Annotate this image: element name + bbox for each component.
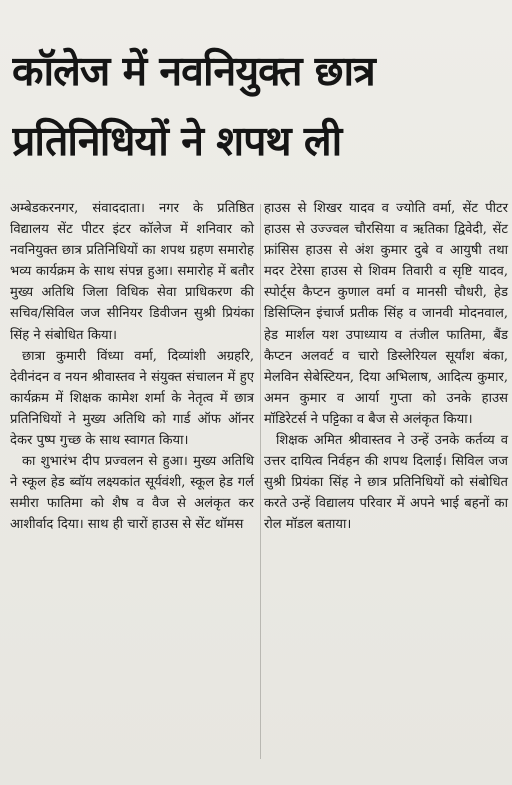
- article-body: [10, 198, 508, 773]
- paragraph: छात्रा कुमारी विंध्या वर्मा, दिव्यांशी अग्रहरि, देवीनंदन व नयन श्रीवास्तव ने संयुक्त संचालन में हुए कार्यक्रम में शिक्षक कामेश शर्मा के नेतृत्व में छात्र प्रतिनिधियों ने मुख्य अतिथि को गार्ड ऑफ ऑनर देकर पुष्प गुच्छ के साथ स्वागत किया।: [10, 348, 254, 449]
- left-column: [10, 198, 254, 536]
- column-divider: [260, 204, 261, 759]
- paragraph: शिक्षक अमित श्रीवास्तव ने उन्हें उनके कर्तव्य व उत्तर दायित्व निर्वहन की शपथ दिलाई। सिविल जज सुश्री प्रियंका सिंह ने छात्र प्रतिनिधियों को संबोधित करते उन्हें विद्यालय परिवार में अपने भाई बहनों का रोल मॉडल बताया।: [264, 433, 508, 533]
- paragraph: हाउस से शिखर यादव व ज्योति वर्मा, सेंट पीटर हाउस से उज्ज्वल चौरसिया व ऋतिका द्विवेदी, सेंट फ्रांसिस हाउस से अंश कुमार दुबे व आयुषी तथा मदर टेरेसा हाउस से शिवम तिवारी व सृष्टि यादव, स्पोर्ट्स कैप्टन कुणाल वर्मा व मानसी चौधरी, हेड डिसिप्लिन इंचार्ज प्रतीक सिंह व जानवी मोदनवाल, हेड मार्शल यश उपाध्याय व तंजील फातिमा, बैंड कैप्टन अलवर्ट व चारो डिस्लेरियल सूर्यांश बंका, मेलविन सेबेस्टियन, दिया अभिलाष, आदित्य कुमार, अमन कुमार व आर्या गुप्ता को उनके हाउस मॉडिरेटर्स ने पट्टिका व बैज से अलंकृत किया।: [264, 201, 508, 427]
- headline-line-2: प्रतिनिधियों ने शपथ ली: [12, 117, 342, 165]
- paragraph: अम्बेडकरनगर, संवाददाता। नगर के प्रतिष्ठित विद्यालय सेंट पीटर इंटर कॉलेज में शनिवार को नवनियुक्त छात्र प्रतिनिधियों का शपथ ग्रहण समारोह भव्य कार्यक्रम के साथ संपन्न हुआ। समारोह में बतौर मुख्य अतिथि जिला विधिक सेवा प्राधिकरण की सचिव/सिविल जज सीनियर डिवीजन सुश्री प्रियंका सिंह ने संबोधित किया।: [10, 201, 254, 343]
- right-column: [264, 198, 508, 536]
- paragraph: का शुभारंभ दीप प्रज्वलन से हुआ। मुख्य अतिथि ने स्कूल हेड ब्वॉय लक्ष्यकांत सूर्यवंशी, स्कूल हेड गर्ल समीरा फातिमा को शैष व वैज से अलंकृत कर आशीर्वाद दिया। साथ ही चारों हाउस से सेंट थॉमस: [10, 454, 254, 533]
- headline-line-1: कॉलेज में नवनियुक्त छात्र: [12, 47, 375, 95]
- headline: [12, 36, 500, 176]
